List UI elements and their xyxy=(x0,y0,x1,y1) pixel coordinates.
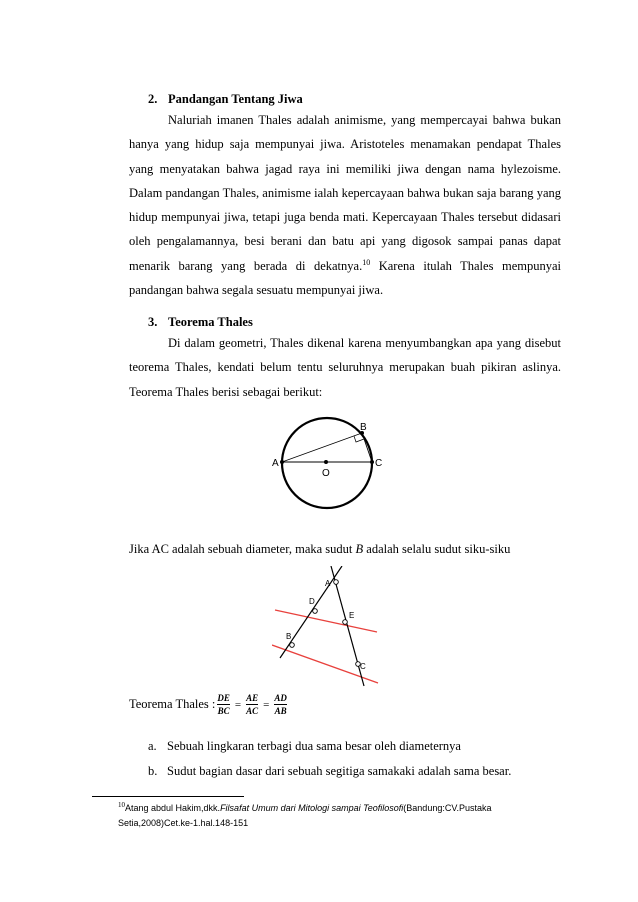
chord-ab xyxy=(282,433,362,462)
point-o xyxy=(324,460,328,464)
numerator-ae: AE xyxy=(246,693,259,703)
fraction-ad-ab xyxy=(274,693,287,716)
parallel-line-de xyxy=(275,610,377,632)
figure-1-caption xyxy=(129,542,510,557)
thales-formula xyxy=(129,693,289,716)
footnote-text: Atang abdul Hakim,dkk. xyxy=(125,803,221,813)
section-3-heading xyxy=(148,315,253,330)
footnote-reference[interactable]: 10 xyxy=(362,257,371,267)
point-d xyxy=(313,609,318,614)
formula-label: Teorema Thales : xyxy=(129,697,216,711)
denominator-ac: AC xyxy=(246,706,259,716)
label-c: C xyxy=(375,458,383,469)
denominator-bc: BC xyxy=(217,706,230,716)
numerator-de: DE xyxy=(217,693,230,703)
label-d: D xyxy=(309,597,315,606)
footnote-separator xyxy=(92,796,244,797)
caption-text: Jika AC adalah sebuah diameter, maka sudut xyxy=(129,542,356,556)
intercept-theorem-figure xyxy=(272,566,384,690)
equals-sign: = xyxy=(234,698,242,711)
list-text: Sudut bagian dasar dari sebuah segitiga samakaki adalah sama besar. xyxy=(167,764,512,778)
footnote xyxy=(118,801,548,831)
thales-circle-figure xyxy=(268,414,388,514)
label-b: B xyxy=(286,632,292,641)
list-item xyxy=(148,739,461,754)
numerator-ad: AD xyxy=(274,693,287,703)
equals-sign: = xyxy=(263,698,270,711)
label-a: A xyxy=(325,579,331,588)
fraction-bar xyxy=(217,704,230,705)
section-3-title: Teorema Thales xyxy=(168,315,253,329)
label-e: E xyxy=(349,611,355,620)
caption-text-end: adalah selalu sudut siku-siku xyxy=(363,542,511,556)
label-o: O xyxy=(322,468,330,479)
fraction-ae-ac xyxy=(246,693,258,716)
section-2-text-continued: Karena itulah Thales mempunyai pandangan bahwa segala sesuatu mempunyai jiwa. xyxy=(129,258,561,298)
point-a xyxy=(280,460,284,464)
point-a xyxy=(334,580,339,585)
label-c: C xyxy=(360,662,366,671)
fraction-de-bc xyxy=(217,693,230,716)
list-marker: b. xyxy=(148,764,158,778)
section-2-text: Naluriah imanen Thales adalah animisme, yang mempercayai bahwa bukan hanya yang hidup saja mempunyai jiwa. Aristoteles menamakan pendapat Thales yang menyatakan bahwa jagad raya ini memiliki jiwa dengan nama hylezoisme. Dalam pandangan Thales, animisme ialah kepercayaan bahwa bukan saja barang yang hidup mempunyai jiwa, tetapi juga benda mati. Kepercayaan Thales tersebut didasari oleh pengalamannya, besi berani dan batu api yang digosok sampai panas dapat menarik barang yang berada di dekatnya. xyxy=(129,113,561,273)
chord-bc xyxy=(362,433,372,462)
section-2-title: Pandangan Tentang Jiwa xyxy=(168,92,303,106)
denominator-ab: AB xyxy=(274,706,287,716)
transversal-ab xyxy=(280,566,342,658)
label-a: A xyxy=(272,458,279,469)
list-marker: a. xyxy=(148,739,157,753)
fraction-bar xyxy=(246,704,258,705)
fraction-bar xyxy=(274,704,287,705)
list-text: Sebuah lingkaran terbagi dua sama besar oleh diameternya xyxy=(167,739,461,753)
caption-angle-b: B xyxy=(355,542,364,556)
footnote-number: 10 xyxy=(118,801,125,809)
list-item xyxy=(148,764,511,779)
point-e xyxy=(343,620,348,625)
footnote-book-title: Filsafat Umum dari Mitologi sampai Teofilosofi xyxy=(220,803,404,813)
section-3-paragraph: Di dalam geometri, Thales dikenal karena menyumbangkan apa yang disebut teorema Thales, kendati belum tentu seluruhnya merupakan buah pikiran aslinya. Teorema Thales berisi sebagai berikut: xyxy=(129,336,561,399)
label-b: B xyxy=(360,422,367,433)
footnote-publication: (Bandung:CV.Pustaka Setia,2008)Cet.ke-1.hal.148-151 xyxy=(118,803,492,828)
section-2-heading xyxy=(148,92,303,107)
section-3-number: 3. xyxy=(148,315,158,329)
section-2-number: 2. xyxy=(148,92,158,106)
point-c xyxy=(370,460,374,464)
section-2-paragraph xyxy=(129,108,561,302)
point-b xyxy=(290,643,295,648)
